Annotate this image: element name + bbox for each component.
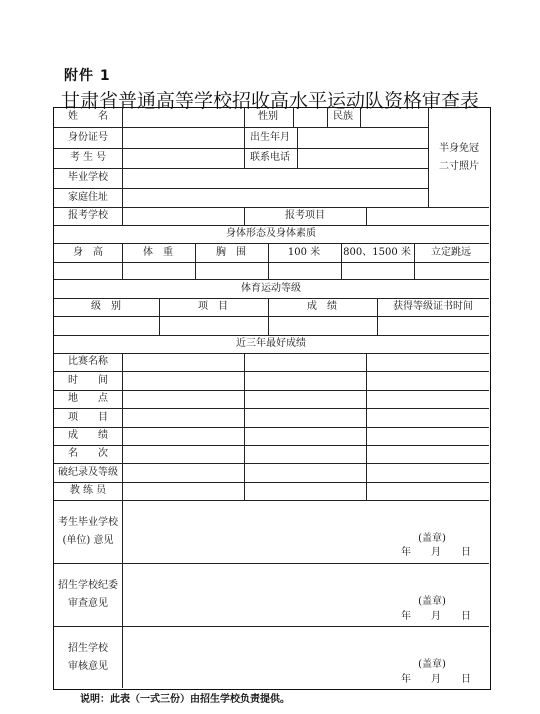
date-label: 年 月 日 [401,674,471,685]
photo-label-line2: 二寸照片 [439,161,479,172]
col-line [428,107,429,207]
row-time: 时 间 [68,375,108,386]
section-sport-level-header: 体育运动等级 [241,283,301,294]
row-line [54,390,489,391]
col-line [159,298,160,335]
label-address: 家庭住址 [68,192,108,203]
col-event: 项 目 [198,301,228,312]
photo-label-line1: 半身免冠 [439,143,479,154]
label-gender: 性别 [258,111,278,122]
row-line [54,225,489,226]
row-line [54,188,428,189]
row-line [54,626,489,627]
opinion-review-line2: 审核意见 [68,661,108,672]
row-line [54,427,489,428]
row-line [54,243,489,244]
col-result: 成 绩 [307,301,337,312]
col-line [366,353,367,500]
col-line [414,243,415,279]
label-apply-school: 报考学校 [68,210,108,221]
row-line [54,371,489,372]
row-line [54,335,489,336]
col-line [195,243,196,279]
col-line [244,107,245,127]
row-line [54,445,489,446]
row-line [54,207,489,208]
col-line [377,298,378,335]
label-contact: 联系电话 [250,152,290,163]
col-100m: 100 米 [287,247,321,258]
col-line [293,107,294,127]
opinion-graduate-school-line1: 考生毕业学校 [58,517,118,528]
opinion-review-line1: 招生学校 [68,643,108,654]
seal-label: (盖章) [418,533,446,544]
form-title: 甘肃省普通高等学校招收高水平运动队资格审查表 [60,90,479,112]
col-standing-long-jump: 立定跳远 [431,247,471,258]
annex-label: 附件 1 [64,68,111,84]
date-label: 年 月 日 [401,611,471,622]
col-line [327,107,328,127]
row-line [54,482,489,483]
col-line [360,107,361,127]
label-birth: 出生年月 [250,132,290,143]
col-line [244,127,245,168]
section-physique-header: 身体形态及身体素质 [226,228,316,239]
row-competition-name: 比赛名称 [68,356,108,367]
label-apply-event: 报考项目 [285,210,325,221]
label-name: 姓 名 [68,111,108,122]
col-level: 级 别 [91,301,121,312]
row-line [54,279,489,280]
row-line [54,353,489,354]
col-certificate-date: 获得等级证书时间 [393,301,473,312]
row-line [54,500,489,501]
col-line [122,500,123,688]
row-line [54,127,428,128]
label-id-number: 身份证号 [68,132,108,143]
seal-label: (盖章) [418,659,446,670]
opinion-discipline-line2: 审查意见 [68,598,108,609]
row-line [54,148,428,149]
col-line [268,243,269,279]
row-line [54,463,489,464]
col-line [297,127,298,168]
row-location: 地 点 [68,393,108,404]
col-800-1500m: 800、1500 米 [343,247,411,258]
row-rank: 名 次 [68,448,108,459]
row-result: 成 绩 [68,430,108,441]
seal-label: (盖章) [418,596,446,607]
footnote: 说明：此表（一式三份）由招生学校负责提供。 [80,694,290,705]
row-line [54,563,489,564]
col-weight: 体 重 [143,247,173,258]
col-line [366,207,367,225]
label-graduate-school: 毕业学校 [68,172,108,183]
col-line [341,243,342,279]
row-line [54,168,428,169]
col-line [244,207,245,225]
col-line [122,107,123,225]
opinion-graduate-school-line2: (单位) 意见 [62,535,114,546]
section-recent-results-header: 近三年最好成绩 [236,338,306,349]
col-height: 身 高 [73,247,103,258]
row-line [54,298,489,299]
col-line [244,353,245,500]
row-line [54,408,489,409]
label-ethnicity: 民族 [333,111,353,122]
date-label: 年 月 日 [401,547,471,558]
opinion-discipline-line1: 招生学校纪委 [58,580,118,591]
row-line [54,262,489,263]
row-coach: 教 练 员 [69,485,107,496]
col-line [122,353,123,500]
row-record-level: 破纪录及等级 [58,467,118,478]
col-line [122,243,123,279]
row-event: 项 目 [68,412,108,423]
col-line [268,298,269,335]
row-line [54,316,489,317]
label-exam-number: 考 生 号 [69,152,107,163]
col-chest: 胸 围 [216,247,246,258]
